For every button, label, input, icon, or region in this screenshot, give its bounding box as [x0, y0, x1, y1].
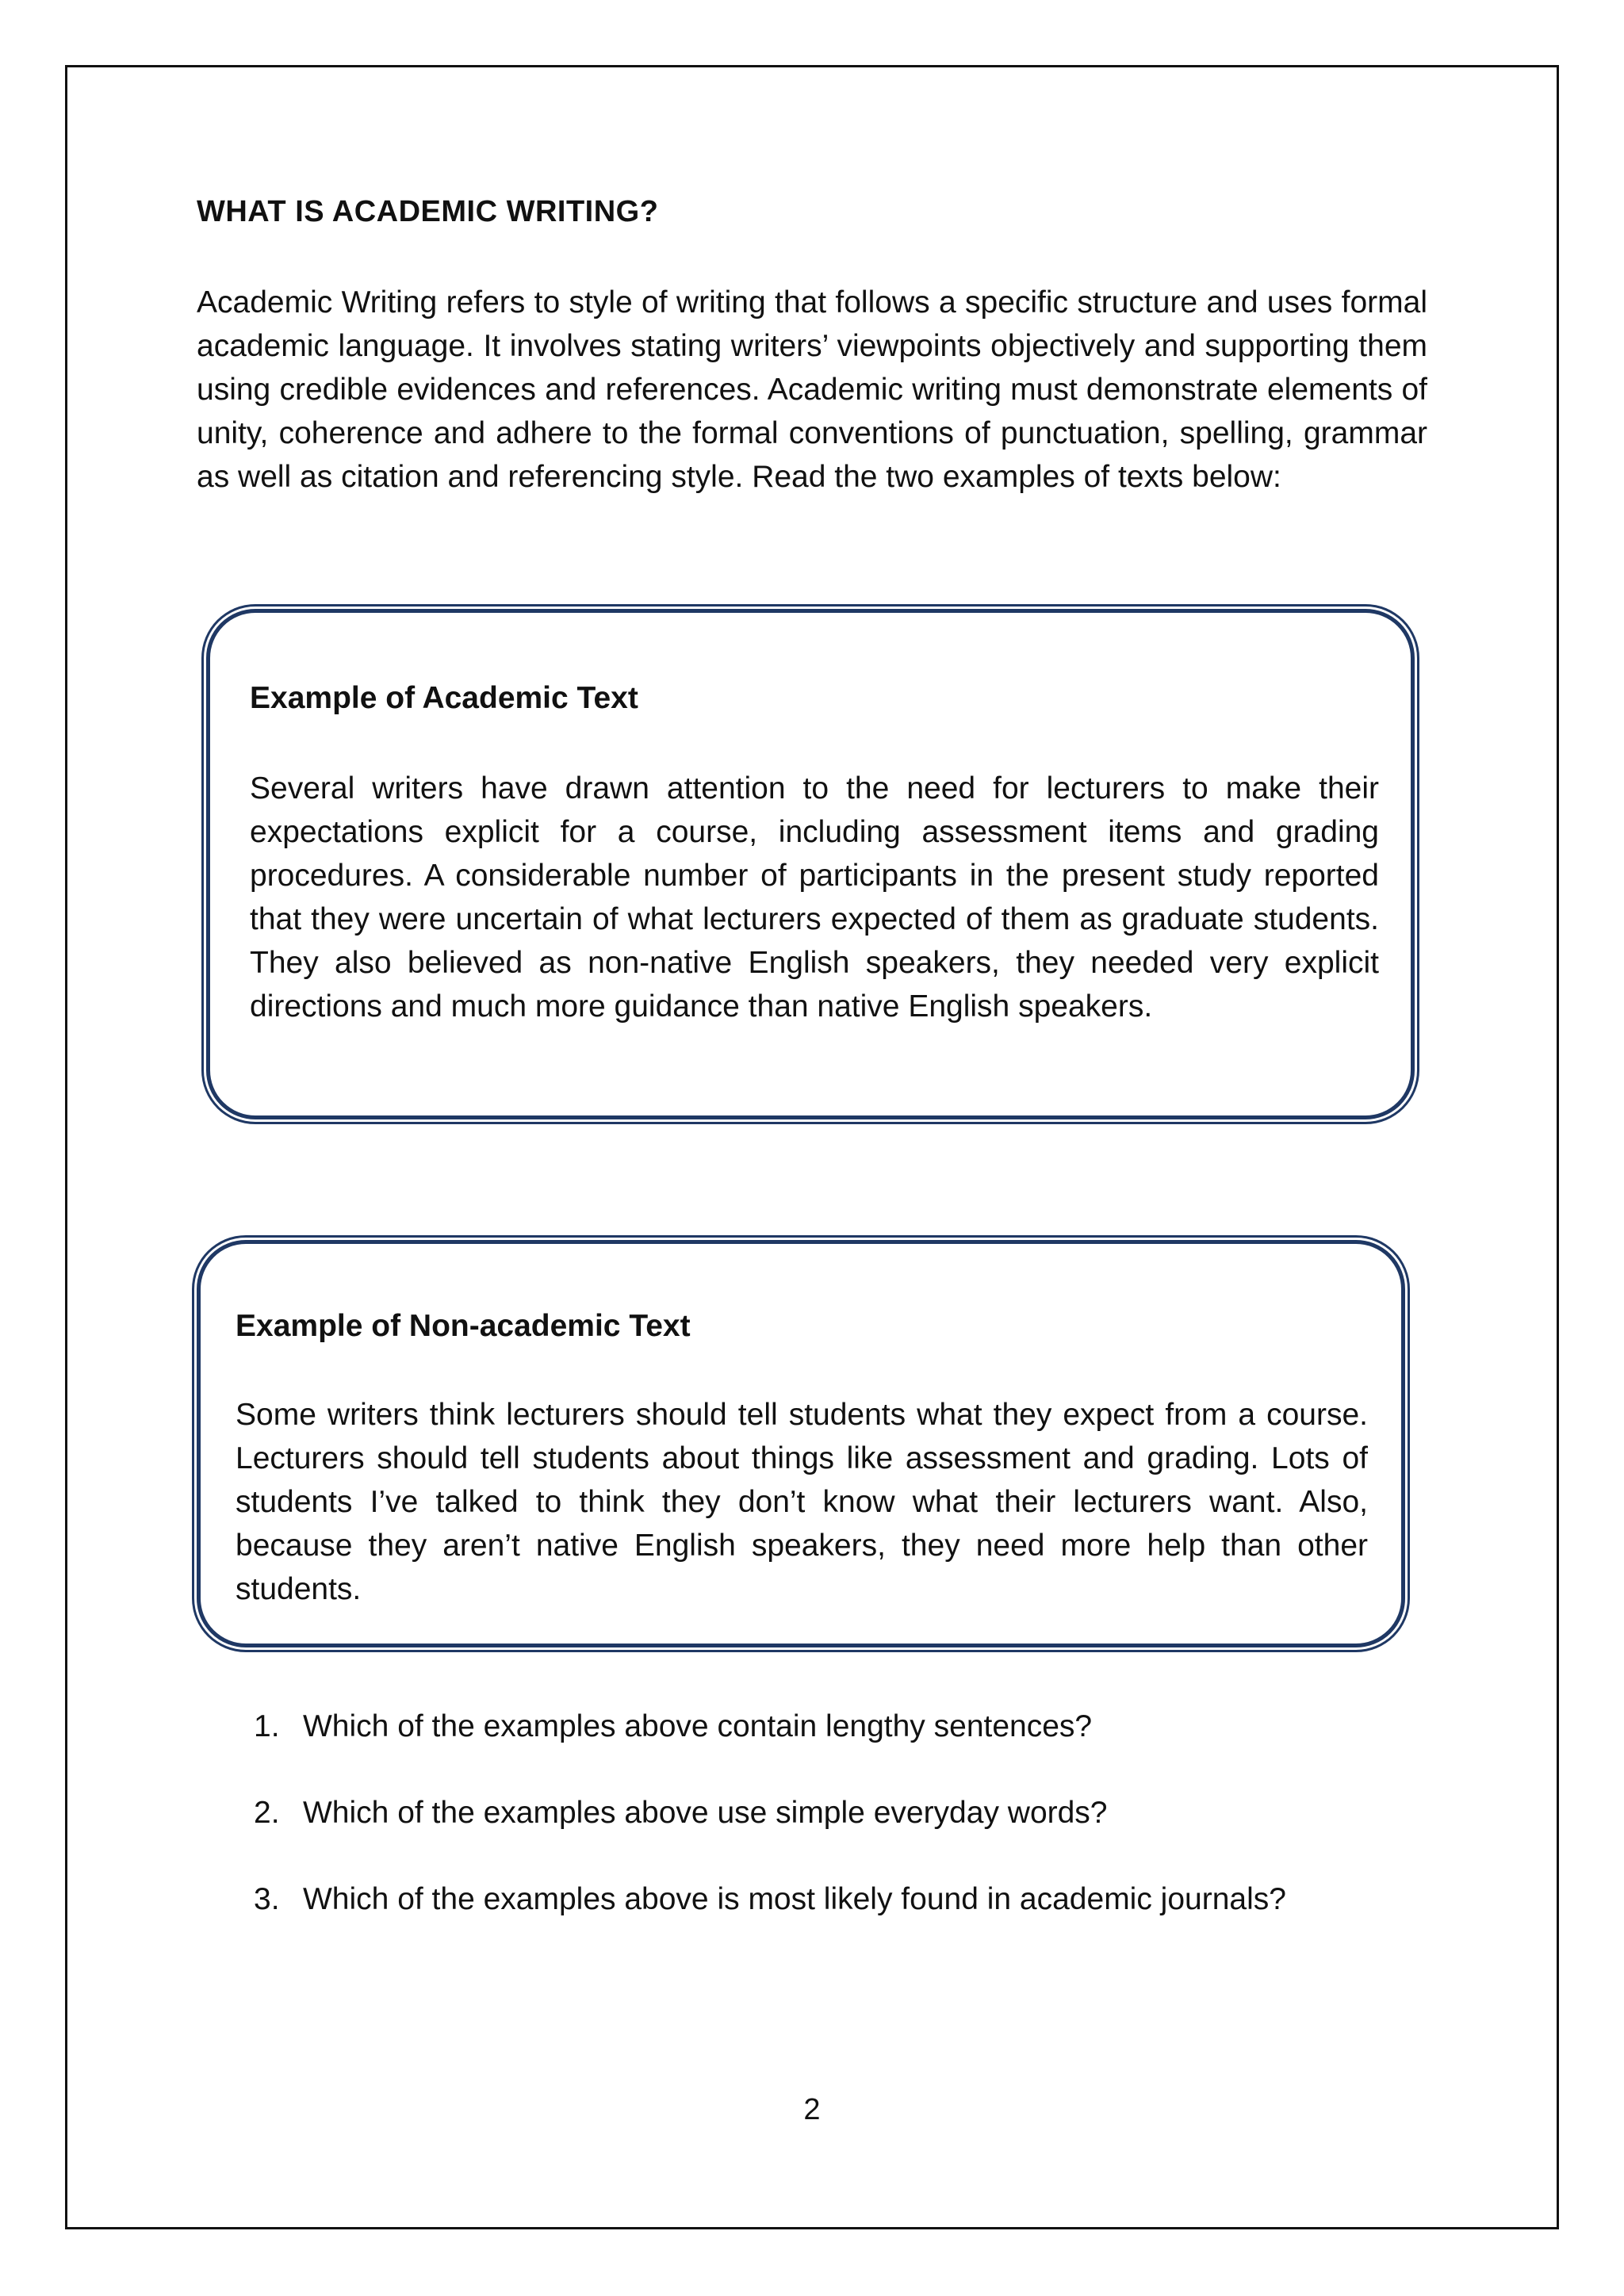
- academic-example-box: [206, 609, 1415, 1119]
- question-number: 2.: [254, 1796, 280, 1830]
- nonacademic-example-box: [197, 1240, 1405, 1647]
- nonacademic-example-text: Some writers think lecturers should tell students what they expect from a course. Lecturers should tell students about things like assessment and grading. Lots of students I’ve talked to think they don’t know what their lecturers want. Also, because they aren’t native English speakers, they need more help than other students.: [236, 1398, 1368, 1606]
- question-item: [254, 1709, 1286, 1796]
- academic-example-text: Several writers have drawn attention to the need for lecturers to make their expectations explicit for a course, including assessment items and grading procedures. A considerable number of participants in the present study reported that they were uncertain of what lecturers expected of them as graduate students. They also believed as non-native English speakers, they needed very explicit directions and much more guidance than native English speakers.: [250, 771, 1379, 1024]
- question-text: Which of the examples above use simple everyday words?: [303, 1796, 1108, 1830]
- question-item: [254, 1882, 1286, 1969]
- academic-example-title: Example of Academic Text: [250, 681, 638, 715]
- question-number: 3.: [254, 1882, 280, 1916]
- question-text: Which of the examples above contain lengthy sentences?: [303, 1709, 1093, 1743]
- question-number: 1.: [254, 1709, 280, 1743]
- question-text: Which of the examples above is most likely found in academic journals?: [303, 1882, 1286, 1916]
- page-heading: WHAT IS ACADEMIC WRITING?: [197, 195, 659, 228]
- question-item: [254, 1796, 1286, 1882]
- intro-paragraph: Academic Writing refers to style of writing that follows a specific structure and uses formal academic language. It involves stating writers’ viewpoints objectively and supporting them using credible evidences and references. Academic writing must demonstrate elements of unity, coherence and adhere to the formal conventions of punctuation, spelling, grammar as well as citation and referencing style. Read the two examples of texts below:: [197, 285, 1427, 494]
- page-number: 2: [803, 2093, 821, 2126]
- nonacademic-example-title: Example of Non-academic Text: [236, 1309, 691, 1343]
- question-list: [254, 1709, 1286, 1969]
